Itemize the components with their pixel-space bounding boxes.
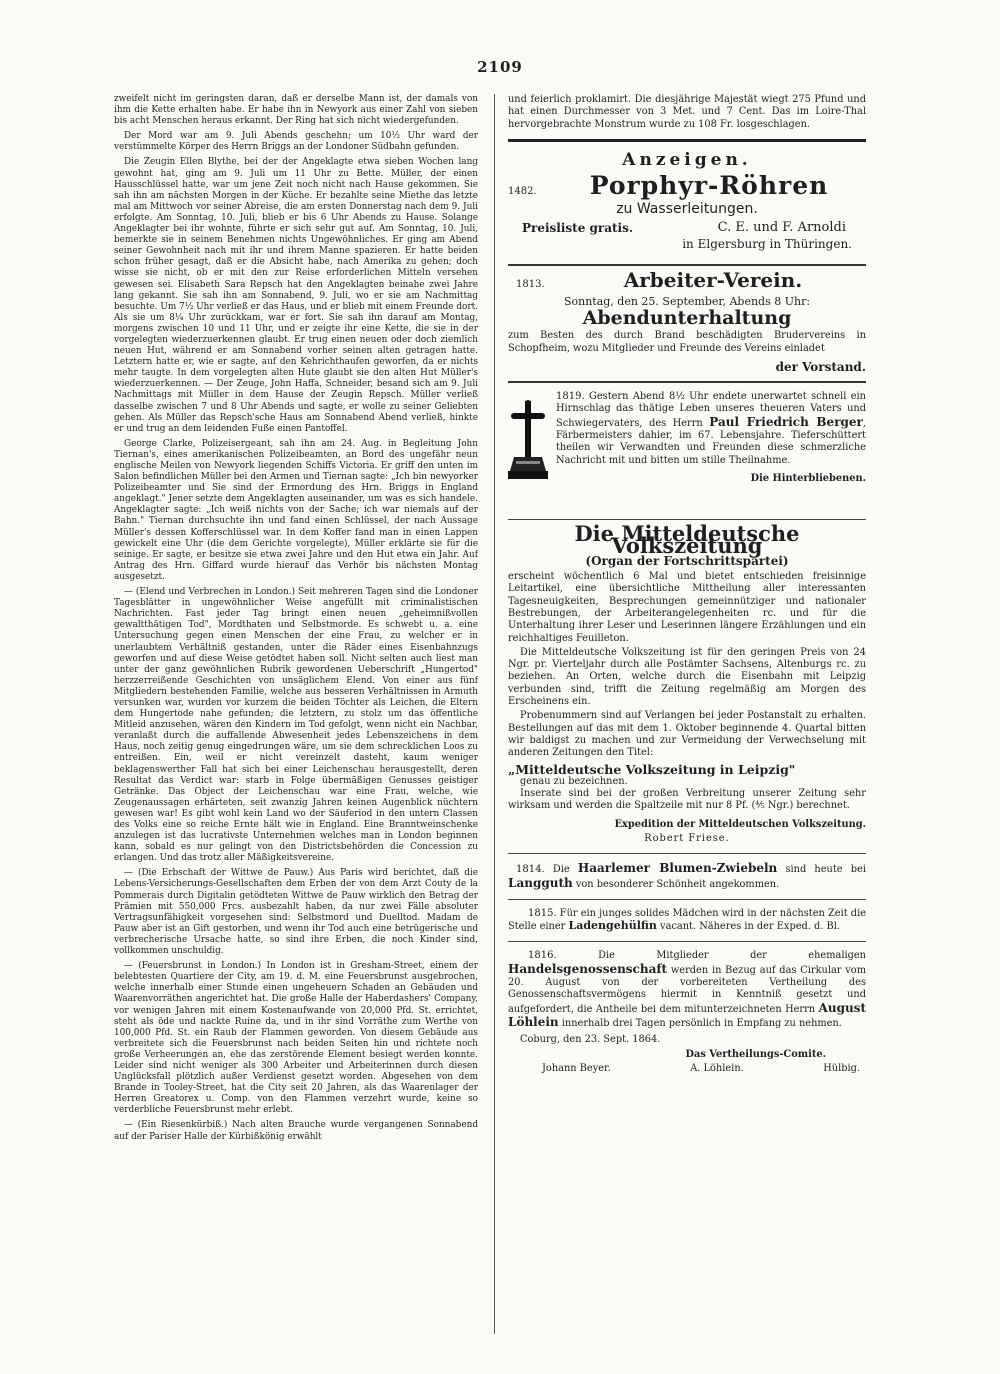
death-notice-text: , Färbermeisters dahier, im 67. Lebensjahre. Tieferschüttert theilen wir Verwandten und Freunden diese schmerzliche Nachricht mit und bitten um stille Theilnahme. (556, 417, 866, 466)
ad-text: innerhalb drei Tagen persönlich in Empfang zu nehmen. (561, 1017, 842, 1029)
ad-separator (508, 899, 866, 900)
news-column-left (114, 94, 478, 1330)
ad-porphyr (508, 171, 866, 252)
article-paragraph: zweifelt nicht im geringsten daran, daß er derselbe Mann ist, der damals von ihm die Kette erhalten habe. Er habe ihn in Newyork aus einer Zahl von sieben bis acht Menschen heraus erkannt. Der Ring hat sich nicht wiedergefunden. (114, 94, 478, 127)
ad-volkszeitung (508, 521, 866, 845)
ad-text: sind heute bei (785, 864, 866, 876)
ad-signature: Expedition der Mitteldeutschen Volkszeitung. (614, 818, 866, 830)
ad-title: Die Mitteldeutsche Volkszeitung (574, 521, 800, 559)
ad-subtitle: (Organ der Fortschrittspartei) (585, 553, 789, 568)
ads-column-right (508, 94, 866, 1334)
section-rule (508, 139, 866, 142)
column-divider (494, 94, 495, 1334)
article-paragraph: — (Feuersbrunst in London.) In London ist in Gresham-Street, einem der belebtesten Quartiere der City, am 19. d. M. eine Feuersbrunst ausgebrochen, welche innerhalb einer Stunde einen ungeheuern Schaden an Gebäuden und Waarenvorräthen angerichtet hat. Die große Halle der Haberdashers' Company, vor wenigen Jahren mit einem Kostenaufwande von 20,000 Pfd. St. errichtet, steht als öde und nackte Ruine da, und in ihr sind Vorräthe zum Werthe von 100,000 Pfd. St. ein Raub der Flammen geworden. Von diesem Gebäude aus verbreitete sich die Feuersbrunst nach beiden Seiten hin und richtete noch große Verheerungen an, ehe das zerstörende Element besiegt werden konnte. Leider sind nicht weniger als 300 Arbeiter und Arbeiterinnen durch diesen Unglücksfall plötzlich außer Verdienst gesetzt worden. Abgesehen von dem Brande in Tooley-Street, hat die City seit 20 Jahren, als das Waarenlager der Herren Greatorex u. Comp. von den Flammen verzehrt wurde, keine so verderbliche Feuersbrunst mehr erlebt. (114, 961, 478, 1116)
ad-number: 1482. (508, 186, 537, 198)
ad-handelsgenossenschaft (508, 950, 866, 1075)
ad-text: Für ein junges solides Mädchen wird in der nächsten Zeit die Stelle einer (508, 907, 866, 933)
ad-signature: der Vorstand. (775, 359, 866, 374)
ad-separator (508, 853, 866, 854)
ad-separator (508, 264, 866, 266)
ad-text: werden in Bezug auf das Cirkular vom 20. August von der vorbereiteten Vertheilung des Genossenschaftsvermögens hiermit in Kenntniß gesetzt und aufgefordert, die Antheile bei dem mitunterzeichneten Herrn (508, 964, 866, 1015)
ad-highlight: Langguth (508, 875, 573, 890)
signatory-name: Hülbig. (823, 1062, 860, 1074)
ad-number: 1819. (556, 391, 585, 403)
ad-highlight: Haarlemer Blumen-Zwiebeln (577, 861, 778, 876)
deceased-name: Paul Friedrich Berger (709, 414, 863, 429)
section-heading: Anzeigen. (622, 149, 752, 170)
memorial-cross-icon (508, 399, 548, 481)
ad-location: in Elgersburg in Thüringen. (682, 237, 852, 252)
ad-title: Arbeiter-Verein. (623, 268, 803, 293)
ad-text: zum Besten des durch Brand beschädigten Brudervereins in Schopfheim, wozu Mitglieder und Freunde des Vereins einladet (508, 330, 866, 354)
article-paragraph: — (Ein Riesenkürbiß.) Nach alten Brauche wurde vergangenen Sonnabend auf der Pariser Halle der Kürbißkönig erwählt (114, 1120, 478, 1142)
ad-text: Die Mitglieder der ehemaligen (598, 950, 866, 962)
death-notice-text: Gestern Abend 8½ Uhr endete unerwartet schnell ein Hirnschlag das thätige Leben unseres theueren Vaters und Schwiegervaters, des Herrn (556, 391, 866, 429)
death-notice-body (556, 391, 866, 467)
signatory-name: Johann Beyer. (542, 1062, 611, 1074)
ad-death-notice (508, 391, 866, 511)
ad-date-line: Coburg, den 23. Sept. 1864. (520, 1034, 661, 1046)
article-paragraph: Der Mord war am 9. Juli Abends geschehn; um 10½ Uhr ward der verstümmelte Körper des Herrn Briggs an der Londoner Südbahn gefunden. (114, 131, 478, 153)
ad-event: Abendunterhaltung (582, 306, 792, 329)
ad-price-note: Preisliste gratis. (522, 220, 634, 235)
ad-paragraph: erscheint wöchentlich 6 Mal und bietet entschieden freisinnige Leitartikel, eine übersichtliche Mittheilung aller interessanten Tagesneuigkeiten, Besprechungen gemeinnütziger und nationaler Bestrebungen, der Arbeiterangelegenheiten rc. und für die Unterhaltung ihrer Leser und Leserinnen längere Erzählungen und ein reichhaltiges Feuilleton. (508, 571, 866, 644)
ad-highlight: Ladengehülfin (568, 919, 657, 933)
ad-newspaper-title-quote: „Mitteldeutsche Volkszeitung in Leipzig" (508, 761, 796, 777)
ad-separator (508, 519, 866, 520)
ad-signature: Die Hinterbliebenen. (750, 472, 866, 484)
ad-date-line: Sonntag, den 25. September, Abends 8 Uhr: (563, 294, 811, 308)
ad-title: Porphyr-Röhren (589, 171, 829, 201)
ad-number: 1814. (516, 864, 545, 876)
ad-number: 1816. (528, 950, 557, 962)
ad-separator (508, 381, 866, 383)
ad-number: 1813. (516, 279, 545, 291)
ad-ladengehuelfin (508, 908, 866, 934)
article-paragraph: — (Die Erbschaft der Wittwe de Pauw.) Aus Paris wird berichtet, daß die Lebens-Versicherungs-Gesellschaften dem Erben der von dem Arzt Couty de la Pommerais durch Digitalin getödteten Wittwe de Pauw wirklich den Betrag der Prämien mit 550,000 Frcs. ausbezahlt haben, da nur zwei Fälle absoluter Vertragsunfähigkeit vorgesehen sind: Selbstmord und Duelltod. Madam de Pauw aber ist an Gift gestorben, und wenn ihr Tod auch eine betrügerische und verbrecherische Ursache hatte, so sind ihre Erben, die noch Kinder sind, vollkommen unschuldig. (114, 868, 478, 957)
ad-committee: Das Vertheilungs-Comite. (685, 1048, 826, 1060)
ad-paragraph: genau zu bezeichnen. (520, 775, 628, 787)
ad-subtitle: zu Wasserleitungen. (616, 201, 758, 218)
ad-paragraph: Inserate sind bei der großen Verbreitung unserer Zeitung sehr wirksam und werden die Spaltzeile mit nur 8 Pf. (⅘ Ngr.) berechnet. (508, 788, 866, 812)
ad-highlight: Handelsgenossenschaft (508, 961, 668, 976)
article-continuation: und feierlich proklamirt. Die diesjährige Majestät wiegt 275 Pfund und hat einen Durchmesser von 3 Met. und 7 Cent. Das im Loire-Thal hervorgebrachte Monstrum wurde zu 108 Fr. losgeschlagen. (508, 94, 866, 130)
ad-separator (508, 941, 866, 942)
ad-highlight: August Löhlein (508, 1000, 866, 1029)
ad-paragraph: Die Mitteldeutsche Volkszeitung ist für den geringen Preis von 24 Ngr. pr. Vierteljahr durch alle Postämter Sachsens, Altenburgs rc. zu beziehen. An Orten, welche durch die Eisenbahn mit Leipzig verbunden sind, trifft die Zeitung regelmäßig am Morgen des Erscheinens ein. (508, 646, 866, 708)
ad-text: vacant. Näheres in der Exped. d. Bl. (660, 921, 840, 933)
ad-text: von besonderer Schönheit angekommen. (575, 878, 780, 890)
ad-paragraph: Probenummern sind auf Verlangen bei jeder Postanstalt zu erhalten. Bestellungen auf das mit dem 1. Oktober beginnende 4. Quartal bitten wir baldigst zu machen und zur Vermeidung der Verwechselung mit anderen Zeitungen den Titel: (508, 710, 866, 759)
ad-arbeiter-verein (508, 268, 866, 374)
article-paragraph: George Clarke, Polizeisergeant, sah ihn am 24. Aug. in Begleitung John Tiernan's, eines amerikanischen Polizeibeamten, an Bord des ungefähr neun englische Meilen von Newyork liegenden Schiffs Victoria. Er griff den unten im Salon befindlichen Müller bei den Armen und Tiernan sagte: „Ich bin newyorker Polizeibeamter und Sie sind der Ermordung des Hrn. Briggs in England angeklagt." Jener setzte dem Angeklagten auseinander, um was es sich handele. Angeklagter sagte: „Ich weiß nichts von der Sache; ich war niemals auf der Bahn." Tiernan durchsuchte ihn und fand einen Schlüssel, der nach Aussage Müller's dessen Kofferschlüssel war. In dem Koffer fand man in einen Lappen gewickelt eine Uhr (die dem Gerichte vorgelegte), Müller erklärte sie für die seinige. Er sagte, er besitze sie etwa zwei Jahre und den Hut etwa ein Jahr. Auf Antrag des Hrn. Giffard wurde hierauf das Verhör bis nächsten Montag ausgesetzt. (114, 438, 478, 582)
ad-signature: Robert Friese. (644, 832, 730, 844)
ad-blumen-zwiebeln (508, 862, 866, 891)
ad-signatories (508, 1063, 866, 1075)
signatory-name: A. Löhlein. (690, 1062, 744, 1074)
article-paragraph: Die Zeugin Ellen Blythe, bei der der Angeklagte etwa sieben Wochen lang gewohnt hat, ging am 9. Juli um 11 Uhr zu Bette. Müller, der einen Hausschlüssel hatte, war um jene Zeit noch nicht nach Hause gekommen. Sie sah ihn am nächsten Morgen in der Küche. Er bezahlte seine Miethe das letzte mal am Mittwoch vor seiner Abreise, die am ersten Donnerstag nach dem 9. Juli erfolgte. Am Sonntag, 10. Juli, blieb er bis 6 Uhr Abends zu Hause. Solange Angeklagter bei ihr wohnte, führte er sich sehr gut auf. Am Sonntag, 10. Juli, bemerkte sie in seinem Benehmen nichts Ungewöhnliches. Er ging am Abend seiner Gewohnheit nach mit ihr und ihrem Manne spazieren. Er hatte beiden schon früher gesagt, daß er die Absicht habe, nach Amerika zu gehen; doch wisse sie nicht, ob er mit den zur Reise erforderlichen Mitteln versehen gewesen sei. Elisabeth Sara Repsch hat den Angeklagten beinahe zwei Jahre lang gekannt. Sie sah ihn am Sonnabend, 9. Juli, wo er sie am Nachmittag besuchte. Um 7½ Uhr verließ er das Haus, und er blieb mit einem Freunde dort. Als sie um 8¼ Uhr zurückkam, war er fort. Sie sah ihn darauf am Montag, morgens zwischen 10 und 11 Uhr, und er zeigte ihr eine Kette, die sie in der vorgelegten wiederzuerkennen glaubt. Er trug einen neuen oder doch ziemlich neuen Hut, während er am Sonnabend vorher seinen alten getragen hatte. Letztern hatte er, wie er sagte, auf den Kehrichthaufen geworfen, da er nichts mehr taugte. In dem vorgelegten alten Hute glaubt sie den alten Hut Müller's wiederzuerkennen. — Der Zeuge, John Haffa, Schneider, besand sich am 9. Juli Nachmittags mit Müller in dem Hause der Zeugin Repsch. Müller verließ dasselbe zwischen 7 und 8 Uhr Abends und sagte, er wolle zu seiner Geliebten gehen. Als Müller das Repsch'sche Haus am Sonnabend Abend verließ, hinkte er und trug an dem leidenden Fuße einen Pantoffel. (114, 157, 478, 434)
ad-text: Die (552, 864, 570, 876)
page-number: 2109 (477, 58, 523, 76)
ad-company: C. E. und F. Arnoldi (717, 219, 846, 235)
article-paragraph: — (Elend und Verbrechen in London.) Seit mehreren Tagen sind die Londoner Tagesblätter in ungewöhnlicher Weise angefüllt mit criminalistischen Nachrichten. Fast jeder Tag bringt einen neuen „geheimnißvollen gewaltthätigen Tod", Mordthaten und Selbstmorde. Es schwebt u. a. eine Untersuchung gegen einen Menschen der eine Frau, zu welcher er in unerlaubtem Verhältniß gestanden, unter die Räder eines Eisenbahnzugs geworfen und auf diese Weise getödtet haben soll. Nicht selten auch liest man unter der ganz gewöhnlichen Rubrik gewordenen Ueberschrift „Hungertod" herzzerreißende Geschichten von unsäglichem Elend. Von einer aus fünf Mitgliedern bestehenden Familie, welche aus besseren Verhältnissen in Armuth versunken war, wurden vor kurzem die beiden Töchter als Leichen, die Eltern dem Hungertode nahe gefunden; die letztern, zu stolz um das öffentliche Mitleid anzusehen, wären den Kindern im Tod gefolgt, wenn nicht ein Nachbar, veranlaßt durch die auffallende Abwesenheit jedes Lebenszeichens in dem Haus, noch zeitig genug eingedrungen wäre, um sie dem schrecklichen Loos zu entreißen. Ein, weil er nicht vereinzelt dasteht, kaum weniger beklagenswerther Fall hat sich bei einer Leichenschau herausgestellt, deren Resultat das Verdict war: starb in Folge übermäßigen Genusses geistiger Getränke. Das Object der Leichenschau war eine Frau, welche, wie Zeugenaussagen erhärteten, seit zwanzig Jahren keinen Augenblick nüchtern gewesen war! Es gibt wohl kein Land wo der Säuferiod in den untern Classen des Volks eine so reiche Ernte hält wie in England. Eine Branntweinschenke anzulegen ist das lucrativste Unternehmen welches man in London beginnen kann, sobald es nur gelingt von den Districtsbehörden die Concession zu erlangen. Und das trotz aller Mäßigkeitsvereine. (114, 587, 478, 864)
ad-number: 1815. (528, 907, 557, 919)
